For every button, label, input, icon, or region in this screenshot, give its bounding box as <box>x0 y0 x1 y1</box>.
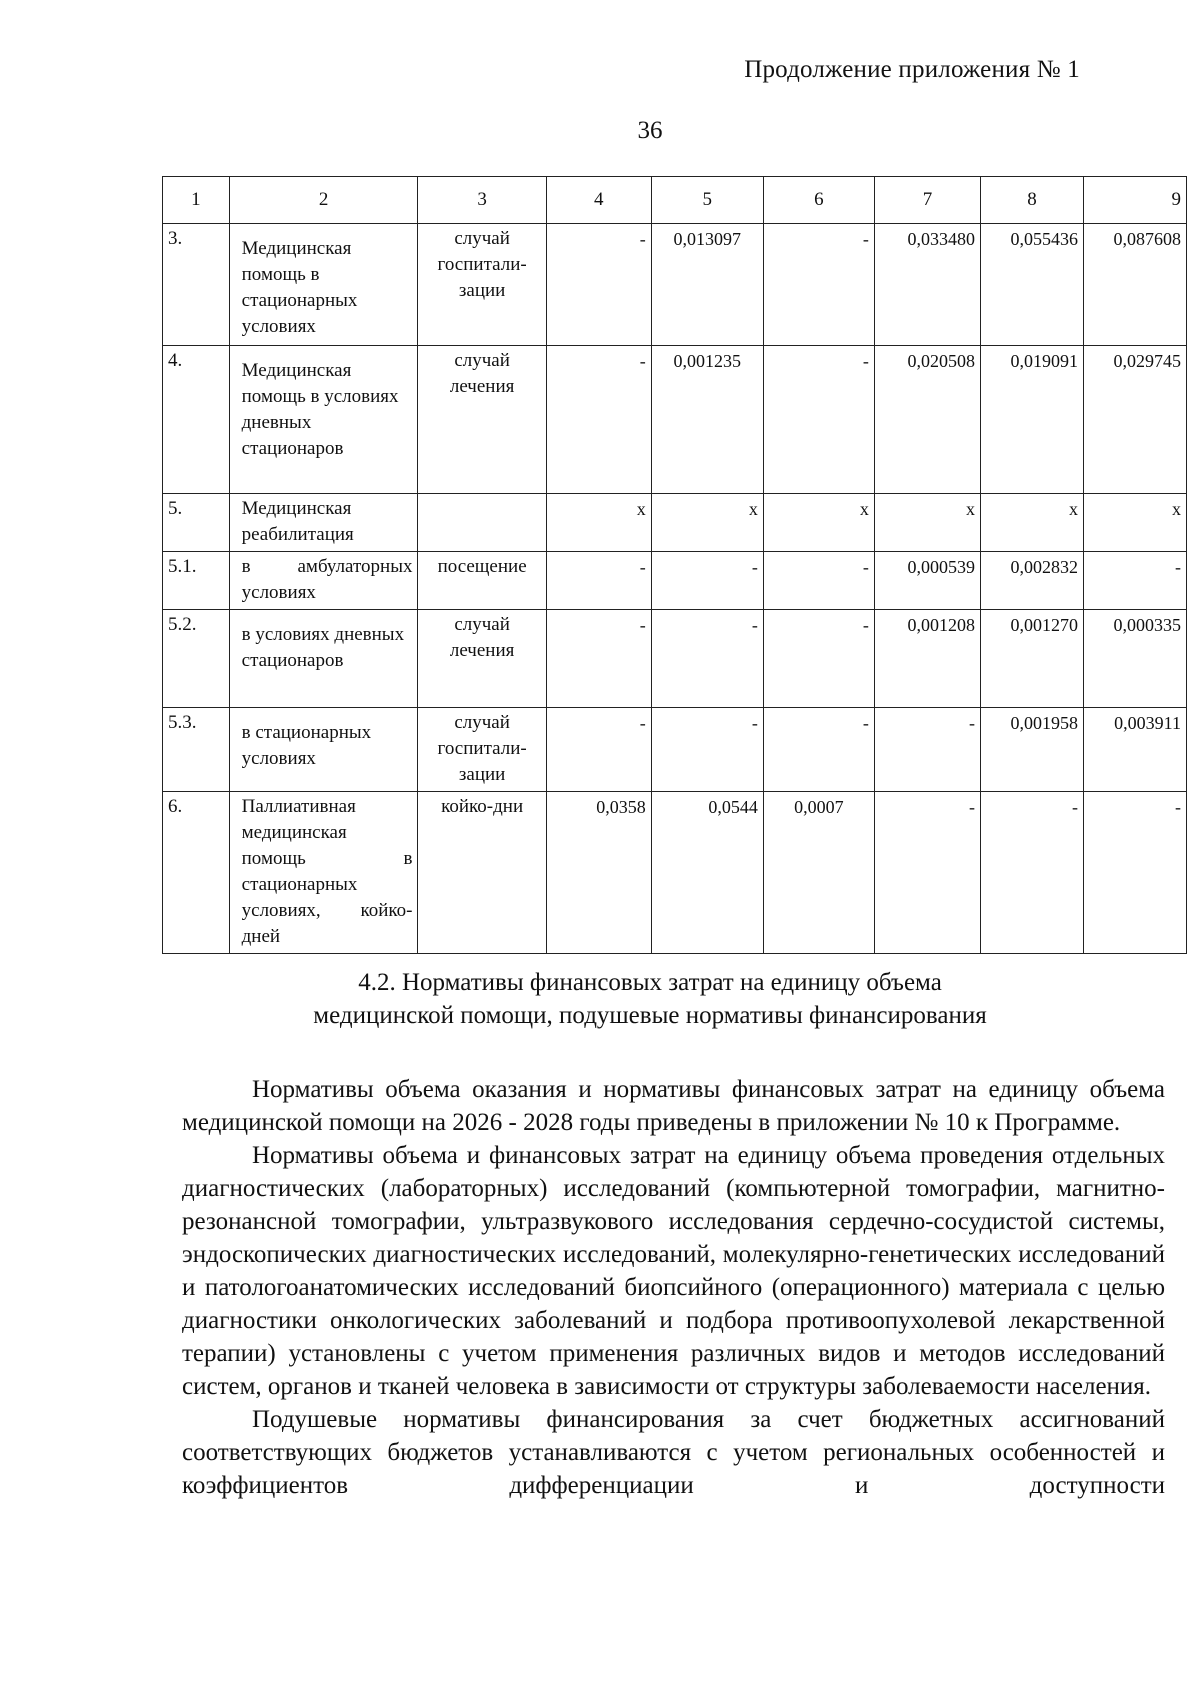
row-value: 0,002832 <box>980 552 1083 610</box>
row-value: 0,033480 <box>874 224 980 346</box>
section-body <box>182 1073 1165 1502</box>
row-value: - <box>1083 792 1186 954</box>
row-value: - <box>546 346 651 494</box>
row-number: 5. <box>163 494 230 552</box>
paragraph: Нормативы объема оказания и нормативы финансовых затрат на единицу объема медицинской помощи на 2026 - 2028 годы приведены в приложении № 10 к Программе. <box>182 1076 1165 1136</box>
row-number: 6. <box>163 792 230 954</box>
row-unit: посещение <box>418 552 546 610</box>
row-value: - <box>874 708 980 792</box>
table-header-row <box>163 177 1187 224</box>
row-number: 5.3. <box>163 708 230 792</box>
row-value: 0,001208 <box>874 610 980 708</box>
row-value: - <box>980 792 1083 954</box>
continuation-header: Продолжение приложения № 1 <box>744 56 1080 83</box>
row-value: 0,000335 <box>1083 610 1186 708</box>
row-number: 3. <box>163 224 230 346</box>
row-unit: койко-дни <box>418 792 546 954</box>
row-value: 0,000539 <box>874 552 980 610</box>
row-number: 4. <box>163 346 230 494</box>
row-value: - <box>546 610 651 708</box>
row-name: Медицинская реабилитация <box>229 494 418 552</box>
row-name: в стационарных условиях <box>229 708 418 792</box>
row-value: x <box>651 494 763 552</box>
row-value: - <box>651 552 763 610</box>
column-header: 2 <box>229 177 418 224</box>
row-value: - <box>763 552 874 610</box>
row-value: - <box>763 610 874 708</box>
table-row <box>163 346 1187 494</box>
table-row <box>163 708 1187 792</box>
paragraph: Подушевые нормативы финансирования за счет бюджетных ассигнований соответствующих бюджетов устанавливаются с учетом региональных особенностей и коэффициентов дифференциации и доступности <box>182 1406 1165 1499</box>
row-value: 0,020508 <box>874 346 980 494</box>
row-value: x <box>874 494 980 552</box>
row-value: x <box>763 494 874 552</box>
page-number: 36 <box>637 117 663 144</box>
row-number: 5.2. <box>163 610 230 708</box>
row-name: в амбулаторных условиях <box>229 552 418 610</box>
row-unit <box>418 494 546 552</box>
row-name: Медицинская помощь в условиях дневных стационаров <box>229 346 418 494</box>
row-value: x <box>1083 494 1186 552</box>
column-header: 7 <box>874 177 980 224</box>
row-value: - <box>763 708 874 792</box>
row-value: 0,055436 <box>980 224 1083 346</box>
row-unit: случай госпитали-зации <box>418 708 546 792</box>
row-value: 0,019091 <box>980 346 1083 494</box>
row-value: - <box>651 708 763 792</box>
row-name: Паллиативная медицинская помощь в стационарных условиях, койко-дней <box>229 792 418 954</box>
row-value: 0,087608 <box>1083 224 1186 346</box>
section-heading-line: 4.2. Нормативы финансовых затрат на единицу объема <box>358 969 942 996</box>
row-name: Медицинская помощь в стационарных условиях <box>229 224 418 346</box>
column-header: 8 <box>980 177 1083 224</box>
row-number: 5.1. <box>163 552 230 610</box>
paragraph: Нормативы объема и финансовых затрат на единицу объема проведения отдельных диагностических (лабораторных) исследований (компьютерной томографии, магнитно-резонансной томографии, ультразвукового исследования сердечно-сосудистой системы, эндоскопических диагностических исследований, молекулярно-генетических исследований и патологоанатомических исследований биопсийного (операционного) материала с целью диагностики онкологических заболеваний и подбора противоопухолевой лекарственной терапии) установлены с учетом применения различных видов и методов исследований систем, органов и тканей человека в зависимости от структуры заболеваемости населения. <box>182 1142 1165 1400</box>
row-value: x <box>546 494 651 552</box>
row-value: - <box>651 610 763 708</box>
row-value: - <box>546 552 651 610</box>
table-row <box>163 552 1187 610</box>
row-value: 0,003911 <box>1083 708 1186 792</box>
table-row <box>163 610 1187 708</box>
row-value: 0,0544 <box>651 792 763 954</box>
row-value: 0,001270 <box>980 610 1083 708</box>
row-unit: случай госпитали-зации <box>418 224 546 346</box>
row-unit: случай лечения <box>418 610 546 708</box>
column-header: 5 <box>651 177 763 224</box>
row-unit: случай лечения <box>418 346 546 494</box>
row-value: x <box>980 494 1083 552</box>
row-value: - <box>546 708 651 792</box>
row-value: 0,001235 <box>651 346 763 494</box>
row-value: 0,001958 <box>980 708 1083 792</box>
row-value: 0,0358 <box>546 792 651 954</box>
row-value: - <box>874 792 980 954</box>
row-value: 0,029745 <box>1083 346 1186 494</box>
column-header: 3 <box>418 177 546 224</box>
norms-table <box>162 176 1187 954</box>
table-row <box>163 494 1187 552</box>
section-heading-line: медицинской помощи, подушевые нормативы финансирования <box>313 1002 987 1029</box>
column-header: 1 <box>163 177 230 224</box>
table-row <box>163 792 1187 954</box>
row-value: 0,013097 <box>651 224 763 346</box>
section-heading <box>0 966 1200 1032</box>
row-value: 0,0007 <box>763 792 874 954</box>
row-value: - <box>763 346 874 494</box>
column-header: 9 <box>1083 177 1186 224</box>
column-header: 6 <box>763 177 874 224</box>
column-header: 4 <box>546 177 651 224</box>
row-value: - <box>546 224 651 346</box>
row-value: - <box>1083 552 1186 610</box>
table-row <box>163 224 1187 346</box>
row-name: в условиях дневных стационаров <box>229 610 418 708</box>
row-value: - <box>763 224 874 346</box>
